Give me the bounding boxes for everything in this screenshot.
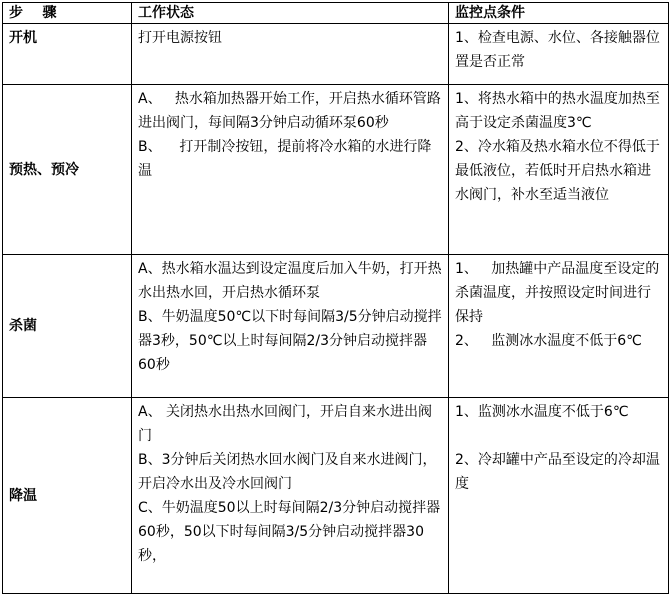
- monitor-line: 2、冷水箱及热水箱水位不得低于最低液位，若低时开启热水箱进水阀门，补水至适当液位: [455, 139, 660, 203]
- work-line: B、 打开制冷按钮，提前将冷水箱的水进行降温: [138, 139, 432, 179]
- work-cell: [132, 398, 449, 594]
- monitor-line: 1、将热水箱中的热水温度加热至高于设定杀菌温度3℃: [455, 91, 660, 131]
- process-table: [2, 2, 669, 594]
- monitor-line: 1、监测冰水温度不低于6℃: [455, 404, 629, 420]
- work-cell: [132, 255, 449, 398]
- work-line: A、热水箱水温达到设定温度后加入牛奶，打开热水出热水回，开启热水循环泵: [138, 261, 442, 301]
- monitor-cell: [449, 85, 669, 255]
- work-line: B、3分钟后关闭热水回水阀门及自来水进阀门，开启冷水出及冷水回阀门: [138, 452, 437, 492]
- work-cell: [132, 85, 449, 255]
- table-row: [3, 24, 669, 85]
- header-row: [3, 3, 669, 24]
- work-line: C、牛奶温度50以上时每间隔2/3分钟启动搅拌器60秒，50以下时每间隔3/5分钟启动搅拌器30秒，: [138, 500, 441, 564]
- table-row: [3, 398, 669, 594]
- step-cell: 杀菌: [3, 255, 132, 398]
- step-cell: 预热、预冷: [3, 85, 132, 255]
- monitor-cell: [449, 255, 669, 398]
- work-line: B、牛奶温度50℃以下时每间隔3/5分钟启动搅拌器3秒，50℃以上时每间隔2/3分钟启动搅拌器60秒: [138, 309, 442, 373]
- work-line: A、 关闭热水出热水回阀门，开启自来水进出阀门: [138, 404, 433, 444]
- step-cell: 降温: [3, 398, 132, 594]
- monitor-cell: [449, 398, 669, 594]
- table-row: [3, 255, 669, 398]
- step-cell: 开机: [3, 24, 132, 85]
- table-row: [3, 85, 669, 255]
- monitor-spacer: [455, 424, 662, 448]
- monitor-line: 1、 加热罐中产品温度至设定的杀菌温度，并按照设定时间进行保持: [455, 261, 660, 325]
- header-monitor: 监控点条件: [449, 3, 669, 24]
- work-cell: [132, 24, 449, 85]
- header-work: 工作状态: [132, 3, 449, 24]
- work-line: A、 热水箱加热器开始工作，开启热水循环管路进出阀门，每间隔3分钟启动循环泵60秒: [138, 91, 441, 131]
- monitor-line: 1、检查电源、水位、各接触器位置是否正常: [455, 30, 660, 70]
- header-step: 步 骤: [3, 3, 132, 24]
- work-line: 打开电源按钮: [138, 30, 222, 46]
- monitor-cell: [449, 24, 669, 85]
- monitor-line: 2、 监测冰水温度不低于6℃: [455, 333, 642, 349]
- monitor-line: 2、冷却罐中产品至设定的冷却温度: [455, 452, 660, 492]
